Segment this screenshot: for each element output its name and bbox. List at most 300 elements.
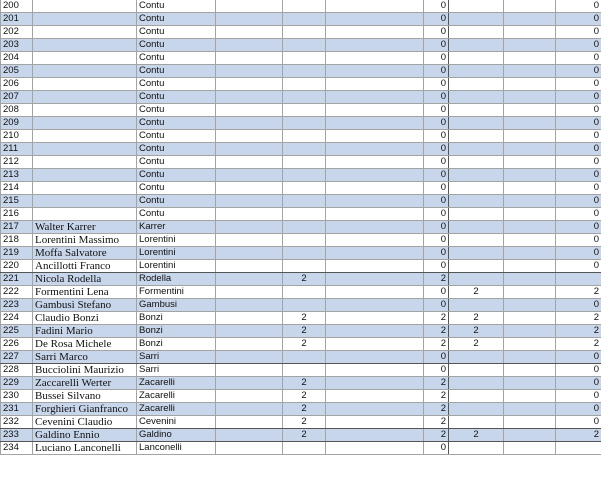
cell-person-name[interactable]: Forghieri Gianfranco (33, 403, 137, 416)
cell-row-id[interactable]: 214 (1, 182, 33, 195)
cell-col-9[interactable] (504, 377, 556, 390)
cell-col-8[interactable] (449, 221, 504, 234)
cell-col-10[interactable]: 0 (556, 91, 601, 104)
cell-col-5[interactable]: 2 (283, 325, 326, 338)
cell-person-name[interactable] (33, 169, 137, 182)
cell-row-id[interactable]: 234 (1, 442, 33, 455)
cell-col-7[interactable]: 2 (424, 403, 449, 416)
cell-col-4[interactable] (216, 299, 283, 312)
cell-row-id[interactable]: 228 (1, 364, 33, 377)
cell-col-8[interactable] (449, 65, 504, 78)
cell-col-8[interactable] (449, 78, 504, 91)
cell-person-name[interactable] (33, 13, 137, 26)
cell-col-9[interactable] (504, 26, 556, 39)
cell-person-name[interactable]: Luciano Lanconelli (33, 442, 137, 455)
cell-col-10[interactable]: 0 (556, 104, 601, 117)
cell-col-7[interactable]: 0 (424, 182, 449, 195)
cell-col-7[interactable]: 0 (424, 234, 449, 247)
cell-col-8[interactable]: 2 (449, 312, 504, 325)
cell-col-7[interactable]: 2 (424, 416, 449, 429)
cell-owner[interactable]: Lorentini (137, 234, 216, 247)
cell-owner[interactable]: Lorentini (137, 247, 216, 260)
cell-col-5[interactable] (283, 442, 326, 455)
cell-col-9[interactable] (504, 416, 556, 429)
cell-row-id[interactable]: 227 (1, 351, 33, 364)
cell-col-10[interactable]: 0 (556, 169, 601, 182)
cell-col-8[interactable] (449, 91, 504, 104)
cell-col-7[interactable]: 0 (424, 65, 449, 78)
cell-col-10[interactable]: 0 (556, 403, 601, 416)
cell-person-name[interactable]: Galdino Ennio (33, 429, 137, 442)
cell-col-9[interactable] (504, 325, 556, 338)
cell-col-5[interactable] (283, 260, 326, 273)
cell-col-6[interactable] (326, 429, 424, 442)
cell-col-6[interactable] (326, 377, 424, 390)
cell-col-8[interactable] (449, 208, 504, 221)
cell-col-6[interactable] (326, 0, 424, 13)
cell-col-9[interactable] (504, 273, 556, 286)
cell-col-8[interactable] (449, 0, 504, 13)
cell-col-6[interactable] (326, 91, 424, 104)
cell-col-6[interactable] (326, 169, 424, 182)
cell-col-5[interactable] (283, 130, 326, 143)
cell-person-name[interactable]: Gambusi Stefano (33, 299, 137, 312)
cell-col-9[interactable] (504, 351, 556, 364)
cell-col-10[interactable]: 2 (556, 286, 601, 299)
cell-col-4[interactable] (216, 286, 283, 299)
cell-col-6[interactable] (326, 234, 424, 247)
cell-owner[interactable]: Contu (137, 78, 216, 91)
cell-col-7[interactable]: 0 (424, 0, 449, 13)
cell-col-9[interactable] (504, 312, 556, 325)
cell-col-10[interactable]: 0 (556, 416, 601, 429)
cell-col-5[interactable] (283, 299, 326, 312)
cell-row-id[interactable]: 226 (1, 338, 33, 351)
cell-col-7[interactable]: 0 (424, 143, 449, 156)
cell-col-8[interactable] (449, 195, 504, 208)
cell-col-4[interactable] (216, 429, 283, 442)
cell-col-4[interactable] (216, 260, 283, 273)
cell-col-6[interactable] (326, 13, 424, 26)
cell-col-5[interactable]: 2 (283, 403, 326, 416)
cell-col-5[interactable] (283, 26, 326, 39)
cell-row-id[interactable]: 233 (1, 429, 33, 442)
cell-col-10[interactable] (556, 442, 601, 455)
cell-col-4[interactable] (216, 130, 283, 143)
cell-col-9[interactable] (504, 338, 556, 351)
cell-col-8[interactable] (449, 247, 504, 260)
cell-owner[interactable]: Contu (137, 143, 216, 156)
cell-owner[interactable]: Formentini (137, 286, 216, 299)
cell-row-id[interactable]: 200 (1, 0, 33, 13)
cell-owner[interactable]: Rodella (137, 273, 216, 286)
cell-col-7[interactable]: 2 (424, 390, 449, 403)
cell-col-9[interactable] (504, 364, 556, 377)
cell-col-4[interactable] (216, 247, 283, 260)
cell-owner[interactable]: Bonzi (137, 325, 216, 338)
cell-row-id[interactable]: 222 (1, 286, 33, 299)
cell-col-10[interactable]: 0 (556, 52, 601, 65)
cell-col-4[interactable] (216, 377, 283, 390)
cell-col-9[interactable] (504, 208, 556, 221)
cell-owner[interactable]: Contu (137, 65, 216, 78)
cell-col-8[interactable] (449, 169, 504, 182)
cell-owner[interactable]: Bonzi (137, 312, 216, 325)
cell-col-9[interactable] (504, 0, 556, 13)
cell-col-4[interactable] (216, 390, 283, 403)
cell-col-8[interactable] (449, 117, 504, 130)
cell-col-4[interactable] (216, 182, 283, 195)
cell-col-5[interactable]: 2 (283, 377, 326, 390)
cell-col-10[interactable]: 0 (556, 13, 601, 26)
cell-col-9[interactable] (504, 65, 556, 78)
cell-col-7[interactable]: 0 (424, 156, 449, 169)
cell-col-10[interactable]: 0 (556, 130, 601, 143)
cell-col-5[interactable] (283, 52, 326, 65)
cell-col-6[interactable] (326, 130, 424, 143)
cell-person-name[interactable]: Nicola Rodella (33, 273, 137, 286)
cell-col-9[interactable] (504, 117, 556, 130)
cell-row-id[interactable]: 209 (1, 117, 33, 130)
cell-col-6[interactable] (326, 312, 424, 325)
cell-person-name[interactable] (33, 78, 137, 91)
cell-col-5[interactable] (283, 91, 326, 104)
cell-col-6[interactable] (326, 338, 424, 351)
cell-col-7[interactable]: 2 (424, 429, 449, 442)
cell-col-10[interactable]: 2 (556, 429, 601, 442)
cell-person-name[interactable]: Ancillotti Franco (33, 260, 137, 273)
cell-owner[interactable]: Sarri (137, 364, 216, 377)
cell-col-9[interactable] (504, 156, 556, 169)
cell-col-4[interactable] (216, 351, 283, 364)
cell-col-10[interactable]: 0 (556, 234, 601, 247)
cell-col-8[interactable] (449, 130, 504, 143)
cell-row-id[interactable]: 217 (1, 221, 33, 234)
cell-col-6[interactable] (326, 351, 424, 364)
cell-col-6[interactable] (326, 39, 424, 52)
cell-person-name[interactable]: Walter Karrer (33, 221, 137, 234)
cell-col-10[interactable]: 0 (556, 377, 601, 390)
cell-col-6[interactable] (326, 325, 424, 338)
cell-col-9[interactable] (504, 429, 556, 442)
cell-col-8[interactable] (449, 260, 504, 273)
cell-col-8[interactable] (449, 299, 504, 312)
cell-col-9[interactable] (504, 13, 556, 26)
cell-col-7[interactable]: 0 (424, 78, 449, 91)
cell-col-10[interactable]: 0 (556, 39, 601, 52)
cell-col-5[interactable]: 2 (283, 416, 326, 429)
cell-row-id[interactable]: 202 (1, 26, 33, 39)
cell-col-7[interactable]: 0 (424, 442, 449, 455)
cell-owner[interactable]: Contu (137, 195, 216, 208)
cell-row-id[interactable]: 229 (1, 377, 33, 390)
cell-col-9[interactable] (504, 182, 556, 195)
cell-row-id[interactable]: 204 (1, 52, 33, 65)
cell-row-id[interactable]: 219 (1, 247, 33, 260)
cell-col-9[interactable] (504, 52, 556, 65)
cell-col-7[interactable]: 2 (424, 325, 449, 338)
cell-col-5[interactable] (283, 39, 326, 52)
cell-row-id[interactable]: 213 (1, 169, 33, 182)
cell-col-8[interactable] (449, 234, 504, 247)
cell-col-7[interactable]: 2 (424, 312, 449, 325)
cell-owner[interactable]: Contu (137, 104, 216, 117)
cell-col-6[interactable] (326, 117, 424, 130)
cell-col-7[interactable]: 0 (424, 104, 449, 117)
cell-row-id[interactable]: 220 (1, 260, 33, 273)
cell-person-name[interactable]: Moffa Salvatore (33, 247, 137, 260)
cell-col-7[interactable]: 0 (424, 299, 449, 312)
cell-owner[interactable]: Lanconelli (137, 442, 216, 455)
cell-col-5[interactable] (283, 13, 326, 26)
cell-col-4[interactable] (216, 26, 283, 39)
cell-col-6[interactable] (326, 299, 424, 312)
cell-person-name[interactable] (33, 65, 137, 78)
cell-col-7[interactable]: 0 (424, 13, 449, 26)
cell-col-7[interactable]: 0 (424, 169, 449, 182)
cell-col-10[interactable]: 0 (556, 390, 601, 403)
cell-person-name[interactable] (33, 26, 137, 39)
cell-person-name[interactable] (33, 156, 137, 169)
cell-col-4[interactable] (216, 65, 283, 78)
cell-col-5[interactable]: 2 (283, 273, 326, 286)
cell-person-name[interactable] (33, 39, 137, 52)
cell-col-7[interactable]: 0 (424, 221, 449, 234)
cell-col-9[interactable] (504, 247, 556, 260)
cell-col-10[interactable]: 0 (556, 182, 601, 195)
cell-col-8[interactable]: 2 (449, 325, 504, 338)
cell-col-4[interactable] (216, 403, 283, 416)
cell-col-4[interactable] (216, 13, 283, 26)
cell-col-6[interactable] (326, 208, 424, 221)
cell-col-4[interactable] (216, 221, 283, 234)
cell-person-name[interactable] (33, 195, 137, 208)
cell-col-5[interactable] (283, 143, 326, 156)
cell-col-8[interactable] (449, 104, 504, 117)
cell-col-5[interactable] (283, 247, 326, 260)
cell-col-8[interactable] (449, 39, 504, 52)
cell-row-id[interactable]: 216 (1, 208, 33, 221)
cell-col-5[interactable] (283, 0, 326, 13)
cell-col-4[interactable] (216, 78, 283, 91)
cell-col-10[interactable]: 0 (556, 299, 601, 312)
cell-col-7[interactable]: 0 (424, 39, 449, 52)
cell-person-name[interactable]: Bucciolini Maurizio (33, 364, 137, 377)
cell-row-id[interactable]: 212 (1, 156, 33, 169)
cell-col-6[interactable] (326, 221, 424, 234)
cell-person-name[interactable]: Bussei Silvano (33, 390, 137, 403)
cell-person-name[interactable]: Sarri Marco (33, 351, 137, 364)
cell-col-10[interactable]: 0 (556, 78, 601, 91)
cell-col-6[interactable] (326, 286, 424, 299)
cell-person-name[interactable]: De Rosa Michele (33, 338, 137, 351)
cell-col-8[interactable] (449, 364, 504, 377)
cell-person-name[interactable]: Formentini Lena (33, 286, 137, 299)
cell-row-id[interactable]: 208 (1, 104, 33, 117)
cell-col-10[interactable]: 2 (556, 312, 601, 325)
cell-col-7[interactable]: 0 (424, 117, 449, 130)
cell-col-6[interactable] (326, 52, 424, 65)
cell-row-id[interactable]: 211 (1, 143, 33, 156)
cell-col-7[interactable]: 2 (424, 338, 449, 351)
cell-col-8[interactable] (449, 273, 504, 286)
cell-col-10[interactable]: 0 (556, 260, 601, 273)
cell-col-5[interactable] (283, 234, 326, 247)
cell-col-5[interactable] (283, 364, 326, 377)
cell-col-4[interactable] (216, 338, 283, 351)
cell-row-id[interactable]: 223 (1, 299, 33, 312)
cell-owner[interactable]: Contu (137, 26, 216, 39)
cell-person-name[interactable] (33, 208, 137, 221)
cell-owner[interactable]: Sarri (137, 351, 216, 364)
cell-col-6[interactable] (326, 416, 424, 429)
cell-col-4[interactable] (216, 208, 283, 221)
cell-col-6[interactable] (326, 143, 424, 156)
cell-col-6[interactable] (326, 182, 424, 195)
cell-col-9[interactable] (504, 130, 556, 143)
cell-col-4[interactable] (216, 169, 283, 182)
cell-col-10[interactable] (556, 273, 601, 286)
cell-person-name[interactable] (33, 91, 137, 104)
cell-col-9[interactable] (504, 390, 556, 403)
cell-owner[interactable]: Contu (137, 169, 216, 182)
cell-col-7[interactable]: 0 (424, 247, 449, 260)
cell-col-4[interactable] (216, 39, 283, 52)
cell-row-id[interactable]: 206 (1, 78, 33, 91)
cell-col-4[interactable] (216, 104, 283, 117)
cell-col-6[interactable] (326, 390, 424, 403)
cell-col-9[interactable] (504, 78, 556, 91)
cell-col-5[interactable] (283, 351, 326, 364)
cell-col-5[interactable]: 2 (283, 429, 326, 442)
cell-col-9[interactable] (504, 286, 556, 299)
cell-col-4[interactable] (216, 364, 283, 377)
cell-col-4[interactable] (216, 156, 283, 169)
cell-col-5[interactable] (283, 182, 326, 195)
cell-col-10[interactable]: 2 (556, 338, 601, 351)
cell-col-9[interactable] (504, 299, 556, 312)
cell-col-4[interactable] (216, 0, 283, 13)
cell-col-9[interactable] (504, 104, 556, 117)
cell-col-8[interactable] (449, 13, 504, 26)
cell-col-4[interactable] (216, 416, 283, 429)
cell-person-name[interactable] (33, 104, 137, 117)
cell-col-4[interactable] (216, 195, 283, 208)
cell-col-5[interactable]: 2 (283, 312, 326, 325)
cell-col-7[interactable]: 0 (424, 130, 449, 143)
cell-person-name[interactable]: Cevenini Claudio (33, 416, 137, 429)
cell-person-name[interactable] (33, 182, 137, 195)
cell-owner[interactable]: Zacarelli (137, 377, 216, 390)
cell-col-8[interactable]: 2 (449, 429, 504, 442)
cell-col-7[interactable]: 0 (424, 52, 449, 65)
cell-col-7[interactable]: 0 (424, 351, 449, 364)
cell-col-10[interactable]: 0 (556, 247, 601, 260)
cell-owner[interactable]: Cevenini (137, 416, 216, 429)
cell-row-id[interactable]: 225 (1, 325, 33, 338)
cell-col-5[interactable] (283, 286, 326, 299)
cell-owner[interactable]: Contu (137, 91, 216, 104)
cell-col-4[interactable] (216, 312, 283, 325)
cell-col-4[interactable] (216, 143, 283, 156)
cell-col-10[interactable]: 0 (556, 117, 601, 130)
cell-col-10[interactable]: 0 (556, 351, 601, 364)
cell-owner[interactable]: Contu (137, 13, 216, 26)
cell-owner[interactable]: Contu (137, 156, 216, 169)
cell-col-6[interactable] (326, 247, 424, 260)
cell-row-id[interactable]: 232 (1, 416, 33, 429)
cell-col-5[interactable] (283, 78, 326, 91)
cell-owner[interactable]: Contu (137, 117, 216, 130)
cell-col-4[interactable] (216, 117, 283, 130)
cell-col-4[interactable] (216, 273, 283, 286)
cell-col-9[interactable] (504, 39, 556, 52)
cell-col-8[interactable] (449, 351, 504, 364)
cell-col-10[interactable]: 0 (556, 208, 601, 221)
cell-row-id[interactable]: 207 (1, 91, 33, 104)
cell-row-id[interactable]: 203 (1, 39, 33, 52)
cell-col-8[interactable]: 2 (449, 286, 504, 299)
cell-col-5[interactable] (283, 169, 326, 182)
cell-col-10[interactable]: 0 (556, 65, 601, 78)
cell-col-8[interactable] (449, 156, 504, 169)
cell-col-8[interactable] (449, 52, 504, 65)
cell-col-10[interactable]: 0 (556, 0, 601, 13)
cell-col-6[interactable] (326, 442, 424, 455)
cell-col-7[interactable]: 0 (424, 195, 449, 208)
cell-owner[interactable]: Contu (137, 182, 216, 195)
cell-col-6[interactable] (326, 104, 424, 117)
cell-col-8[interactable]: 2 (449, 338, 504, 351)
cell-col-9[interactable] (504, 403, 556, 416)
cell-col-4[interactable] (216, 52, 283, 65)
cell-col-8[interactable] (449, 182, 504, 195)
cell-col-5[interactable] (283, 65, 326, 78)
cell-row-id[interactable]: 205 (1, 65, 33, 78)
cell-owner[interactable]: Contu (137, 52, 216, 65)
cell-col-6[interactable] (326, 403, 424, 416)
cell-col-5[interactable]: 2 (283, 338, 326, 351)
cell-person-name[interactable] (33, 143, 137, 156)
cell-row-id[interactable]: 230 (1, 390, 33, 403)
cell-col-9[interactable] (504, 143, 556, 156)
cell-col-10[interactable]: 0 (556, 195, 601, 208)
cell-col-9[interactable] (504, 195, 556, 208)
cell-col-7[interactable]: 2 (424, 377, 449, 390)
cell-col-8[interactable] (449, 442, 504, 455)
cell-owner[interactable]: Contu (137, 130, 216, 143)
cell-row-id[interactable]: 210 (1, 130, 33, 143)
cell-col-9[interactable] (504, 221, 556, 234)
cell-col-8[interactable] (449, 143, 504, 156)
cell-col-6[interactable] (326, 78, 424, 91)
cell-row-id[interactable]: 221 (1, 273, 33, 286)
cell-col-5[interactable] (283, 195, 326, 208)
cell-person-name[interactable]: Claudio Bonzi (33, 312, 137, 325)
cell-person-name[interactable]: Fadini Mario (33, 325, 137, 338)
cell-col-4[interactable] (216, 442, 283, 455)
cell-col-10[interactable]: 2 (556, 325, 601, 338)
cell-col-8[interactable] (449, 390, 504, 403)
cell-col-10[interactable]: 0 (556, 156, 601, 169)
cell-owner[interactable]: Lorentini (137, 260, 216, 273)
cell-person-name[interactable] (33, 130, 137, 143)
cell-col-9[interactable] (504, 442, 556, 455)
cell-owner[interactable]: Zacarelli (137, 403, 216, 416)
cell-col-9[interactable] (504, 91, 556, 104)
cell-col-5[interactable] (283, 221, 326, 234)
cell-col-5[interactable] (283, 117, 326, 130)
